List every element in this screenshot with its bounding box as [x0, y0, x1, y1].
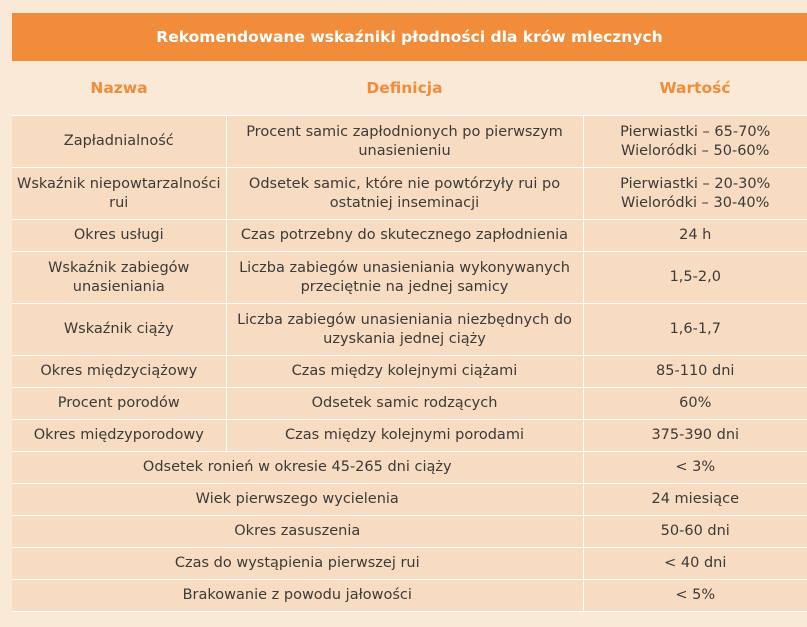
- cell-value: 50-60 dni: [583, 516, 807, 548]
- table-row: [12, 304, 807, 356]
- cell-name: Odsetek ronień w okresie 45-265 dni ciąży: [12, 452, 583, 484]
- cell-value: 1,5-2,0: [583, 252, 807, 304]
- cell-value: 24 miesiące: [583, 484, 807, 516]
- cell-value: [583, 116, 807, 168]
- table-row: [12, 388, 807, 420]
- cell-name: Okres międzyciążowy: [12, 356, 226, 388]
- cell-name: Brakowanie z powodu jałowości: [12, 580, 583, 612]
- cell-name: Wskaźnik niepowtarzalności rui: [12, 168, 226, 220]
- table-row: [12, 452, 807, 484]
- cell-name: Zapładnialność: [12, 116, 226, 168]
- cell-definition: Liczba zabiegów unasieniania niezbędnych do uzyskania jednej ciąży: [226, 304, 583, 356]
- cell-value: < 40 dni: [583, 548, 807, 580]
- table-row: [12, 516, 807, 548]
- cell-value: < 5%: [583, 580, 807, 612]
- cell-definition: Czas potrzebny do skutecznego zapłodnienia: [226, 220, 583, 252]
- table-row: [12, 252, 807, 304]
- table-title: Rekomendowane wskaźniki płodności dla krów mlecznych: [12, 13, 807, 61]
- header-definition: Definicja: [366, 79, 443, 97]
- cell-name: Procent porodów: [12, 388, 226, 420]
- table-row: [12, 484, 807, 516]
- header-name: Nazwa: [90, 79, 148, 97]
- table-row: [12, 356, 807, 388]
- cell-value: 1,6-1,7: [583, 304, 807, 356]
- value-line: Wieloródki – 30-40%: [621, 194, 770, 211]
- table-row: [12, 116, 807, 168]
- cell-name: Okres międzyporodowy: [12, 420, 226, 452]
- table-row: [12, 420, 807, 452]
- value-line: Pierwiastki – 65-70%: [620, 123, 771, 140]
- cell-name: Okres usługi: [12, 220, 226, 252]
- table-row: [12, 548, 807, 580]
- cell-value: 60%: [583, 388, 807, 420]
- cell-name: Czas do wystąpienia pierwszej rui: [12, 548, 583, 580]
- cell-name: Wiek pierwszego wycielenia: [12, 484, 583, 516]
- table-row: [12, 220, 807, 252]
- cell-value: 85-110 dni: [583, 356, 807, 388]
- table-header: [12, 61, 807, 115]
- cell-name: Okres zasuszenia: [12, 516, 583, 548]
- cell-definition: Liczba zabiegów unasieniania wykonywanych przeciętnie na jednej samicy: [226, 252, 583, 304]
- cell-value: 375-390 dni: [583, 420, 807, 452]
- cell-definition: Czas między kolejnymi ciążami: [226, 356, 583, 388]
- fertility-table: [12, 115, 807, 612]
- value-line: Pierwiastki – 20-30%: [620, 175, 771, 192]
- table-row: [12, 168, 807, 220]
- cell-name: Wskaźnik zabiegów unasieniania: [12, 252, 226, 304]
- cell-value: < 3%: [583, 452, 807, 484]
- value-line: Wieloródki – 50-60%: [621, 142, 770, 159]
- cell-definition: Odsetek samic rodzących: [226, 388, 583, 420]
- header-value: Wartość: [659, 79, 731, 97]
- cell-value: 24 h: [583, 220, 807, 252]
- cell-value: [583, 168, 807, 220]
- cell-definition: Procent samic zapłodnionych po pierwszym unasienieniu: [226, 116, 583, 168]
- cell-definition: Czas między kolejnymi porodami: [226, 420, 583, 452]
- cell-name: Wskaźnik ciąży: [12, 304, 226, 356]
- cell-definition: Odsetek samic, które nie powtórzyły rui po ostatniej inseminacji: [226, 168, 583, 220]
- table-row: [12, 580, 807, 612]
